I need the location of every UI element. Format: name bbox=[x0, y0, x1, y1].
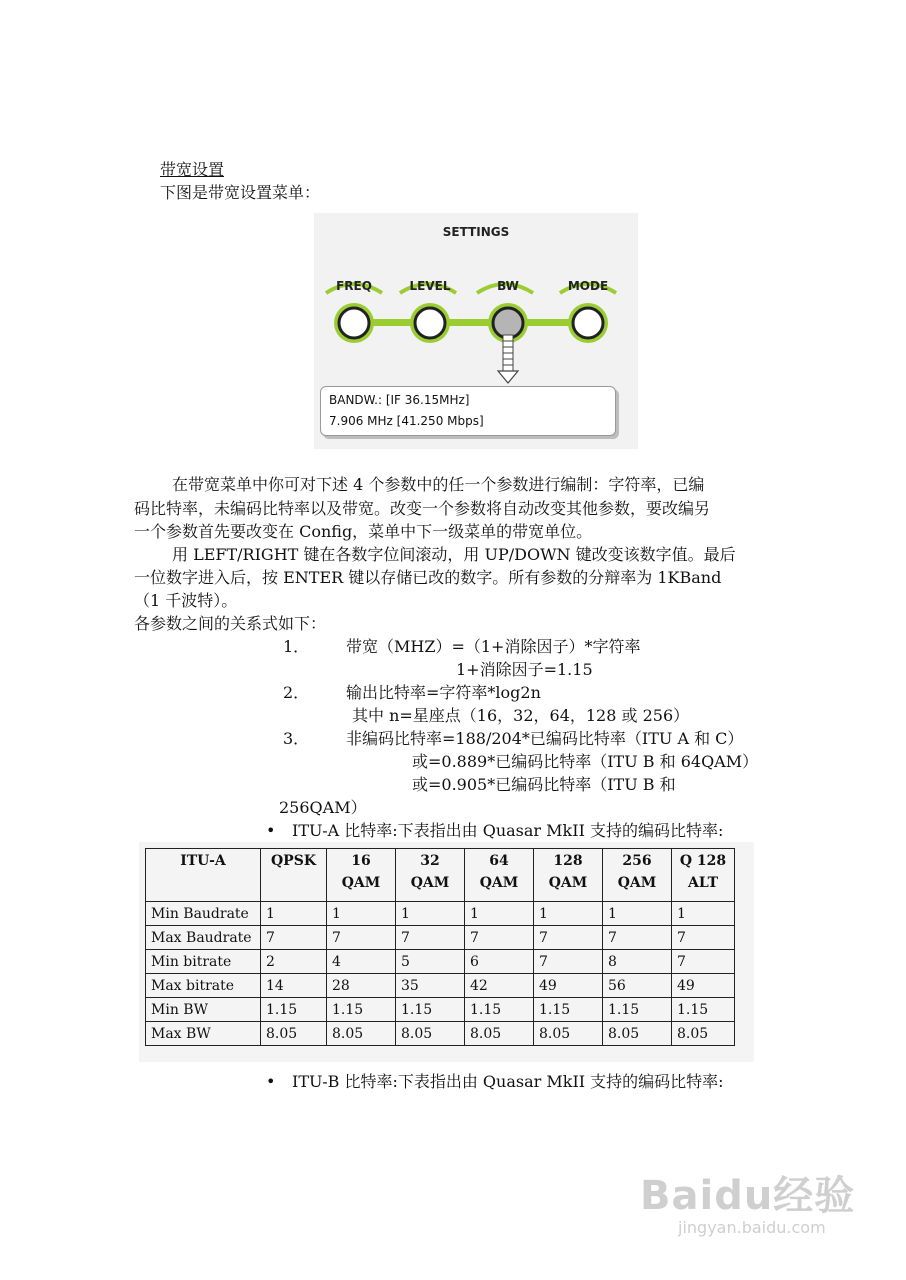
mode-knob bbox=[568, 303, 608, 343]
table-row bbox=[146, 950, 735, 974]
table-cell: 1 bbox=[672, 902, 735, 926]
table-cell: 1.15 bbox=[261, 998, 327, 1022]
table-cell: 7 bbox=[603, 926, 672, 950]
table-cell: 1.15 bbox=[396, 998, 465, 1022]
table-header: ITU-A bbox=[146, 849, 261, 902]
watermark-url: jingyan.baidu.com bbox=[678, 1218, 826, 1237]
table-cell: 8.05 bbox=[465, 1022, 534, 1046]
table-cell: 35 bbox=[396, 974, 465, 998]
table-row bbox=[146, 1022, 735, 1046]
knob-label-bw: BW bbox=[497, 279, 519, 293]
table-header-row bbox=[146, 849, 735, 902]
formula-2: 输出比特率=字符率*log2n bbox=[346, 683, 541, 702]
table-cell: 8.05 bbox=[603, 1022, 672, 1046]
table-cell: 1 bbox=[396, 902, 465, 926]
table-cell: 7 bbox=[465, 926, 534, 950]
table-cell: 56 bbox=[603, 974, 672, 998]
table-row bbox=[146, 998, 735, 1022]
formula-3-alt-c-cont: 256QAM） bbox=[279, 798, 367, 817]
para1-line-3: 一个参数首先要改变在 Config，菜单中下一级菜单的带宽单位。 bbox=[134, 522, 593, 541]
table-cell: 7 bbox=[534, 950, 603, 974]
table-cell: 1.15 bbox=[603, 998, 672, 1022]
table-cell: 7 bbox=[672, 926, 735, 950]
table-cell: Max bitrate bbox=[146, 974, 261, 998]
table-cell: 8.05 bbox=[396, 1022, 465, 1046]
table-cell: 1 bbox=[534, 902, 603, 926]
formula-3-alt-c: 或=0.905*已编码比特率（ITU B 和 bbox=[412, 775, 676, 794]
table-cell: 1.15 bbox=[672, 998, 735, 1022]
table-cell: 6 bbox=[465, 950, 534, 974]
table-cell: 8.05 bbox=[327, 1022, 396, 1046]
table-cell: 7 bbox=[396, 926, 465, 950]
para1-line-1: 在带宽菜单中你可对下述 4 个参数中的任一个参数进行编制：字符率，已编 bbox=[172, 475, 705, 494]
table-cell: 7 bbox=[327, 926, 396, 950]
formula-1-note: 1+消除因子=1.15 bbox=[456, 660, 593, 679]
formula-1-number: 1． bbox=[283, 637, 310, 656]
table-cell: 4 bbox=[327, 950, 396, 974]
level-knob bbox=[410, 303, 450, 343]
table-cell: 8.05 bbox=[261, 1022, 327, 1046]
knob-bar bbox=[349, 319, 589, 326]
knob-label-freq: FREQ bbox=[336, 279, 372, 293]
table-cell: 1 bbox=[327, 902, 396, 926]
formula-2-number: 2． bbox=[283, 683, 310, 702]
table-cell: 14 bbox=[261, 974, 327, 998]
table-cell: 7 bbox=[534, 926, 603, 950]
table-cell: 1.15 bbox=[534, 998, 603, 1022]
table-header: 16 QAM bbox=[327, 849, 396, 902]
table-cell: 42 bbox=[465, 974, 534, 998]
formula-2-note: 其中 n=星座点（16，32，64，128 或 256） bbox=[352, 706, 690, 725]
table-cell: 1 bbox=[261, 902, 327, 926]
freq-knob bbox=[334, 303, 374, 343]
table-cell: 8 bbox=[603, 950, 672, 974]
formula-3: 非编码比特率=188/204*已编码比特率（ITU A 和 C） bbox=[346, 729, 744, 748]
bullet-b-text: ITU-B 比特率:下表指出由 Quasar MkII 支持的编码比特率: bbox=[292, 1072, 724, 1091]
table-cell: 1 bbox=[603, 902, 672, 926]
table-cell: Max Baudrate bbox=[146, 926, 261, 950]
table-cell: Min Baudrate bbox=[146, 902, 261, 926]
bullet-a-text: ITU-A 比特率:下表指出由 Quasar MkII 支持的编码比特率: bbox=[292, 821, 724, 840]
table-cell: 1.15 bbox=[327, 998, 396, 1022]
section-title: 带宽设置 bbox=[160, 160, 225, 179]
table-row bbox=[146, 902, 735, 926]
table-header: 64 QAM bbox=[465, 849, 534, 902]
knob-label-level: LEVEL bbox=[409, 279, 451, 293]
lcd-display bbox=[320, 386, 616, 436]
table-row bbox=[146, 974, 735, 998]
bullet-b-dot: • bbox=[266, 1072, 276, 1091]
table-cell: 28 bbox=[327, 974, 396, 998]
para1-line-2: 码比特率，未编码比特率以及带宽。改变一个参数将自动改变其他参数，要改编另 bbox=[134, 499, 711, 518]
formula-3-number: 3． bbox=[283, 729, 310, 748]
down-arrow-icon bbox=[498, 335, 518, 383]
table-cell: 8.05 bbox=[672, 1022, 735, 1046]
figure-title: SETTINGS bbox=[442, 225, 510, 239]
table-header: QPSK bbox=[261, 849, 327, 902]
itu-a-table bbox=[145, 848, 735, 1046]
table-cell: 49 bbox=[672, 974, 735, 998]
table-cell: 7 bbox=[261, 926, 327, 950]
intro-text: 下图是带宽设置菜单： bbox=[160, 183, 321, 202]
knob-label-mode: MODE bbox=[567, 279, 609, 293]
table-cell: 5 bbox=[396, 950, 465, 974]
table-cell: 7 bbox=[672, 950, 735, 974]
table-cell: 1 bbox=[465, 902, 534, 926]
formula-3-alt-b: 或=0.889*已编码比特率（ITU B 和 64QAM） bbox=[412, 752, 759, 771]
table-cell: Max BW bbox=[146, 1022, 261, 1046]
table-cell: 1.15 bbox=[465, 998, 534, 1022]
table-row bbox=[146, 926, 735, 950]
table-header: Q 128 ALT bbox=[672, 849, 735, 902]
settings-figure bbox=[314, 213, 638, 449]
table-cell: Min bitrate bbox=[146, 950, 261, 974]
table-cell: 8.05 bbox=[534, 1022, 603, 1046]
para2-line-1: 用 LEFT/RIGHT 键在各数字位间滚动，用 UP/DOWN 键改变该数字值。最后 bbox=[172, 545, 736, 564]
watermark-logo: Baidu经验 bbox=[640, 1173, 856, 1219]
bullet-a-dot: • bbox=[266, 821, 276, 840]
formula-1: 带宽（MHZ）=（1+消除因子）*字符率 bbox=[346, 637, 641, 656]
table-cell: 2 bbox=[261, 950, 327, 974]
display-line-1: BANDW.: [IF 36.15MHz] bbox=[329, 393, 470, 407]
para2-line-3: （1 千波特）。 bbox=[134, 591, 238, 610]
table-header: 128 QAM bbox=[534, 849, 603, 902]
table-cell: 49 bbox=[534, 974, 603, 998]
display-line-2: 7.906 MHz [41.250 Mbps] bbox=[329, 414, 484, 428]
table-header: 256 QAM bbox=[603, 849, 672, 902]
table-header: 32 QAM bbox=[396, 849, 465, 902]
formulas-intro: 各参数之间的关系式如下： bbox=[134, 614, 327, 633]
para2-line-2: 一位数字进入后，按 ENTER 键以存储已改的数字。所有参数的分辩率为 1KBand bbox=[134, 568, 722, 587]
table-cell: Min BW bbox=[146, 998, 261, 1022]
